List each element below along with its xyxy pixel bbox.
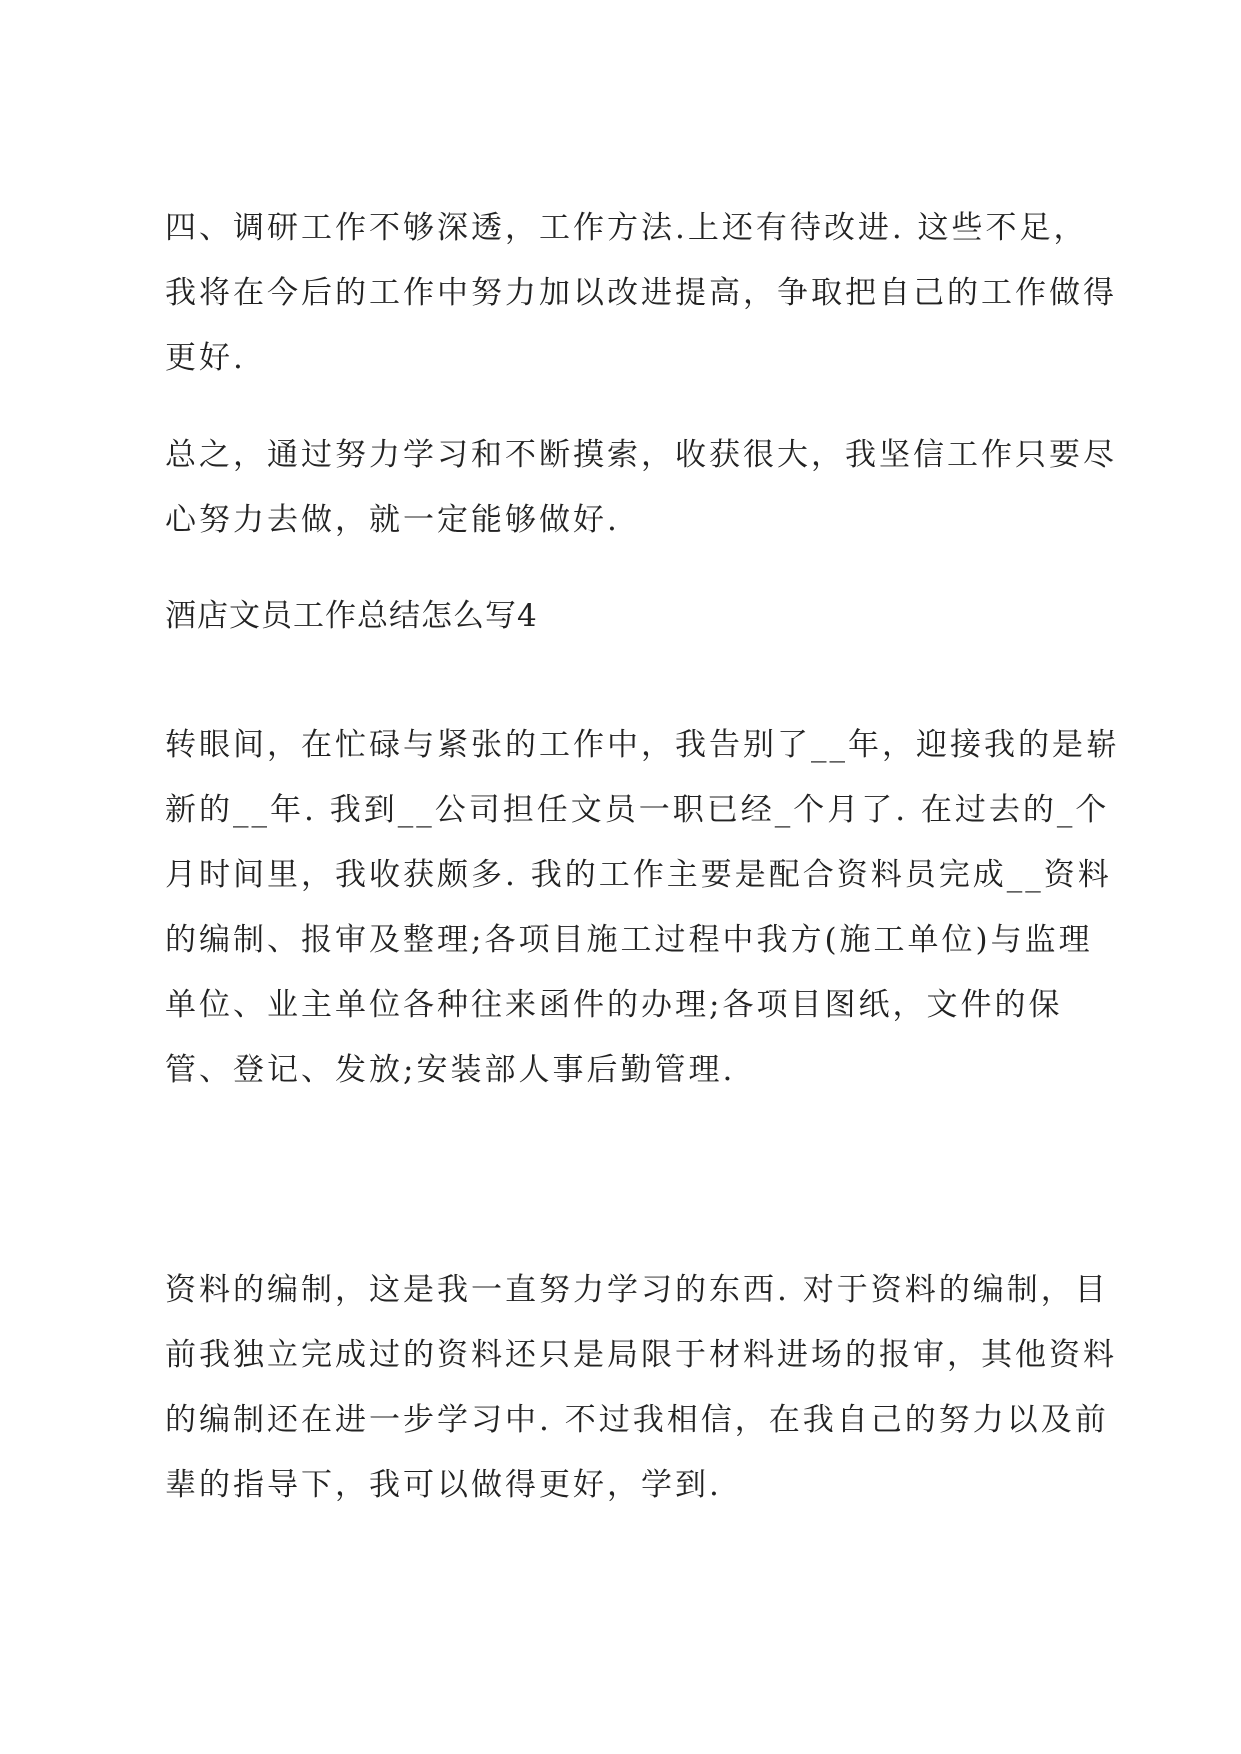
paragraph-duties	[165, 713, 1120, 1103]
text-line: 总之，通过努力学习和不断摸索，收获很大，我坚信工作只要尽	[165, 437, 1117, 473]
text-line: 新的__年. 我到__公司担任文员一职已经_个月了. 在过去的_个	[165, 792, 1110, 828]
text-line: 我将在今后的工作中努力加以改进提高，争取把自己的工作做得	[165, 275, 1117, 311]
text-line: 月时间里，我收获颇多. 我的工作主要是配合资料员完成__资料	[165, 857, 1112, 893]
text-line: 的编制、报审及整理;各项目施工过程中我方(施工单位)与监理	[165, 922, 1093, 958]
section-heading	[165, 584, 1095, 649]
heading-text: 酒店文员工作总结怎么写4	[165, 598, 538, 634]
text-line: 转眼间，在忙碌与紧张的工作中，我告别了__年，迎接我的是崭	[165, 727, 1120, 763]
text-line: 四、调研工作不够深透，工作方法.上还有待改进. 这些不足，	[165, 210, 1088, 246]
text-line: 单位、业主单位各种往来函件的办理;各项目图纸，文件的保	[165, 987, 1063, 1023]
text-line: 管、登记、发放;安装部人事后勤管理.	[165, 1052, 736, 1088]
paragraph-conclusion	[165, 423, 1117, 553]
text-line: 的编制还在进一步学习中. 不过我相信，在我自己的努力以及前	[165, 1402, 1109, 1438]
paragraph-shortcomings	[165, 196, 1117, 391]
text-line: 前我独立完成过的资料还只是局限于材料进场的报审，其他资料	[165, 1337, 1117, 1373]
paragraph-compilation	[165, 1258, 1117, 1518]
text-line: 更好.	[165, 340, 246, 376]
text-line: 资料的编制，这是我一直努力学习的东西. 对于资料的编制，目	[165, 1272, 1109, 1308]
text-line: 辈的指导下，我可以做得更好，学到.	[165, 1467, 722, 1503]
text-line: 心努力去做，就一定能够做好.	[165, 502, 620, 538]
